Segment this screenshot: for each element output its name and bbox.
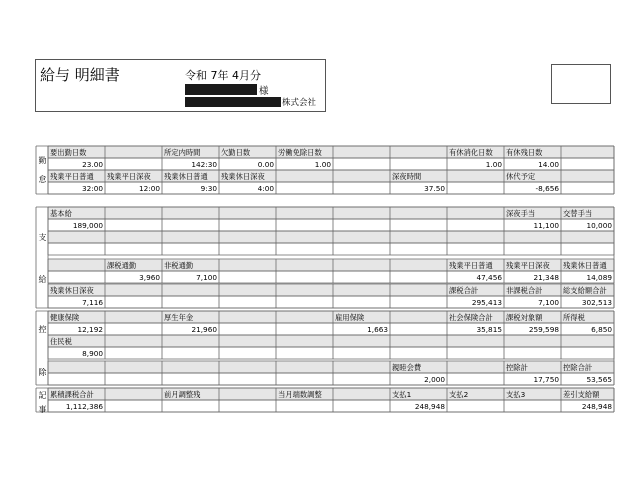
field-label: 当月端数調整 [278, 389, 322, 399]
field-label: 住民税 [50, 336, 72, 346]
side-label-kojo-1: 控 [38, 325, 47, 334]
field-label: 親睦会費 [392, 362, 422, 372]
field-label: 所得税 [563, 312, 585, 322]
field-value: 3,960 [139, 272, 160, 282]
field-label: 残業休日普通 [164, 171, 208, 181]
field-label: 前月調整残 [164, 389, 201, 399]
field-label: 課税合計 [449, 285, 479, 295]
field-label: 欠勤日数 [221, 147, 251, 157]
field-value: 189,000 [72, 220, 103, 230]
field-value: 21,960 [191, 324, 217, 334]
field-label: 控除計 [506, 362, 528, 372]
field-value: 302,513 [581, 297, 612, 307]
field-value: -8,656 [535, 183, 559, 193]
field-label: 残業平日深夜 [506, 260, 550, 270]
field-value: 21,348 [533, 272, 559, 282]
side-label-kiji-1: 記 [38, 391, 47, 400]
side-label-shikyu-2: 給 [38, 275, 47, 284]
field-label: 残業休日普通 [563, 260, 607, 270]
field-label: 要出勤日数 [50, 147, 87, 157]
field-label: 労働免除日数 [278, 147, 322, 157]
field-value: 1.00 [485, 159, 502, 169]
side-label-kinmu-2: 怠 [38, 175, 47, 184]
field-value: 37.50 [424, 183, 445, 193]
field-value: 295,413 [471, 297, 502, 307]
field-label: 雇用保険 [335, 312, 365, 322]
field-label: 休代予定 [506, 171, 536, 181]
field-value: 1.00 [314, 159, 331, 169]
field-label: 控除合計 [563, 362, 593, 372]
field-label: 課税通勤 [107, 260, 137, 270]
honorific: 様 [259, 86, 269, 97]
field-value: 35,815 [476, 324, 502, 334]
field-label: 有休残日数 [506, 147, 543, 157]
field-value: 9:30 [200, 183, 217, 193]
field-label: 支払3 [506, 389, 526, 399]
field-label: 残業休日深夜 [221, 171, 265, 181]
field-value: 4:00 [257, 183, 274, 193]
field-value: 17,750 [533, 374, 559, 384]
side-label-shikyu-1: 支 [38, 233, 47, 242]
pay-period: 令和 7年 4月分 [185, 69, 261, 82]
field-label: 累積課税合計 [50, 389, 94, 399]
field-value: 8,900 [82, 348, 103, 358]
field-label: 厚生年金 [164, 312, 194, 322]
field-value: 7,100 [538, 297, 559, 307]
field-value: 10,000 [586, 220, 612, 230]
field-value: 11,100 [533, 220, 559, 230]
company-suffix: 株式会社 [282, 98, 317, 108]
side-label-kiji-2: 事 [38, 405, 47, 414]
field-label: 非税通勤 [164, 260, 194, 270]
field-value: 6,850 [591, 324, 612, 334]
field-label: 課税対象額 [506, 312, 543, 322]
field-value: 32:00 [81, 183, 103, 193]
field-value: 1,663 [367, 324, 388, 334]
document-title: 給与 明細書 [40, 66, 120, 84]
field-label: 有休消化日数 [449, 147, 493, 157]
field-label: 残業平日深夜 [107, 171, 151, 181]
field-value: 47,456 [476, 272, 502, 282]
field-label: 深夜時間 [392, 171, 422, 181]
field-label: 総支給額合計 [563, 285, 607, 295]
field-value: 2,000 [424, 374, 445, 384]
field-label: 差引支給額 [563, 389, 600, 399]
field-label: 所定内時間 [164, 147, 201, 157]
field-value: 12,192 [77, 324, 103, 334]
field-label: 支払2 [449, 389, 469, 399]
field-label: 残業平日普通 [50, 171, 94, 181]
field-value: 142:30 [191, 159, 217, 169]
field-value: 259,598 [528, 324, 559, 334]
field-label: 交替手当 [563, 208, 593, 218]
field-value: 248,948 [581, 401, 612, 411]
side-label-kojo-2: 除 [38, 368, 47, 377]
field-label: 支払1 [392, 389, 412, 399]
field-value: 0.00 [257, 159, 274, 169]
field-value: 7,100 [196, 272, 217, 282]
field-label: 健康保険 [50, 312, 80, 322]
field-value: 14.00 [538, 159, 559, 169]
field-label: 残業平日普通 [449, 260, 493, 270]
field-label: 残業休日深夜 [50, 285, 94, 295]
field-label: 基本給 [50, 208, 72, 218]
field-value: 23.00 [82, 159, 103, 169]
field-value: 53,565 [586, 374, 612, 384]
field-value: 12:00 [138, 183, 160, 193]
field-value: 248,948 [414, 401, 445, 411]
field-value: 1,112,386 [65, 401, 103, 411]
field-label: 非課税合計 [506, 285, 543, 295]
field-value: 7,116 [82, 297, 103, 307]
field-label: 社会保険合計 [449, 312, 493, 322]
side-label-kinmu-1: 勤 [38, 156, 47, 165]
field-label: 深夜手当 [506, 208, 536, 218]
field-value: 14,089 [586, 272, 612, 282]
